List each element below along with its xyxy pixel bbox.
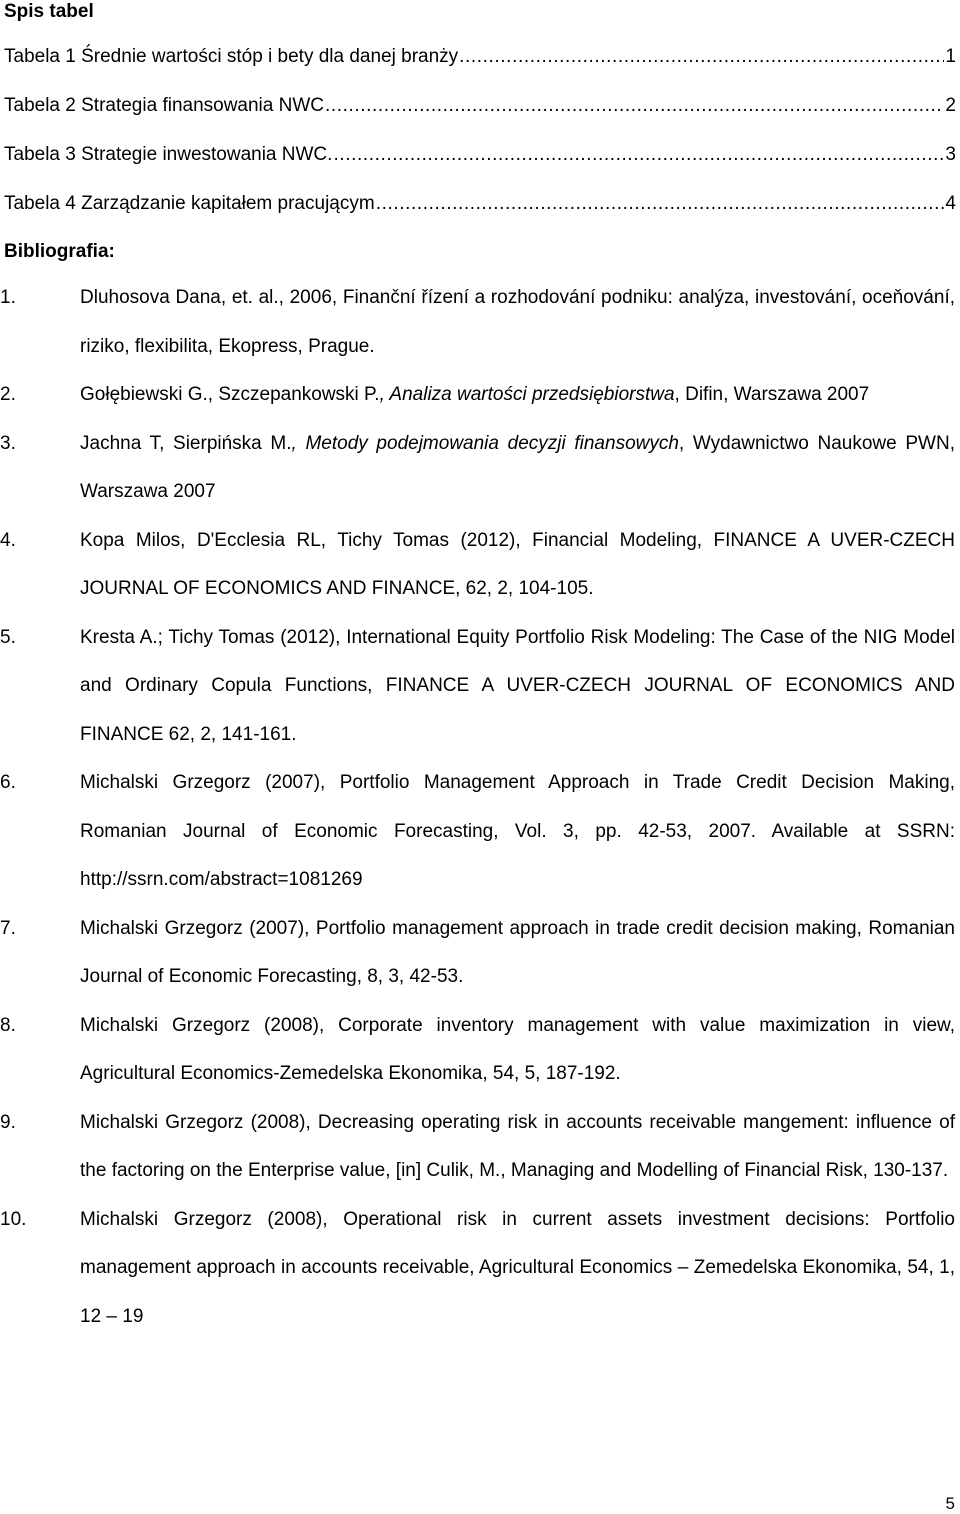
bibliography-item <box>0 1196 960 1342</box>
toc-entry-2[interactable] <box>4 94 956 118</box>
page-number: 5 <box>945 1494 955 1513</box>
bibliography-title: Bibliografia: <box>4 241 115 262</box>
bibliography-item-number: 10. <box>0 1208 27 1230</box>
toc-entry-label: Tabela 2 Strategia finansowania NWC <box>4 95 325 116</box>
bibliography-item-text: Michalski Grzegorz (2007), Portfolio Management Approach in Trade Credit Decision Making, Romanian Journal of Economic Forecasting, Vol. 3, pp. 42-53, 2007. Available at SSRN: http://ssrn.com/abstract=1081269 <box>80 772 955 890</box>
bibliography-item <box>0 905 960 1002</box>
bibliography-item <box>0 1099 960 1196</box>
bibliography-item-text: Michalski Grzegorz (2008), Corporate inventory management with value maximization in view, Agricultural Economics-Zemedelska Ekonomika, 54, 5, 187-192. <box>80 1014 955 1084</box>
toc-entry-3[interactable] <box>4 143 956 167</box>
bibliography-item <box>0 371 960 420</box>
bibliography-item-text: Michalski Grzegorz (2008), Operational risk in current assets investment decisions: Portfolio management approach in accounts receivable, Agricultural Economics – Zemedelska Ekonomika, 54, 1, 12 – 19 <box>80 1208 955 1327</box>
toc-leader-dots <box>325 94 944 118</box>
bibliography-item-text: Dluhosova Dana, et. al., 2006, Finanční řízení a rozhodování podniku: analýza, investování, oceňování, riziko, flexibilita, Ekopress, Prague. <box>80 287 955 357</box>
bibliography-item-title: , Analiza wartości przedsiębiorstwa <box>379 384 675 405</box>
bibliography-item-rest: , Difin, Warszawa 2007 <box>674 384 870 405</box>
toc-entry-page: 1 <box>945 46 956 67</box>
bibliography-item <box>0 1002 960 1099</box>
toc-entry-label: Tabela 4 Zarządzanie kapitałem pracującym <box>4 193 375 214</box>
bibliography-item <box>0 274 960 371</box>
toc-leader-dots <box>333 143 944 167</box>
bibliography-item <box>0 420 960 517</box>
toc-entry-page: 3 <box>945 144 956 165</box>
bibliography-list <box>0 274 960 1341</box>
bibliography-item-number: 2. <box>0 384 16 405</box>
toc-leader-dots <box>376 192 945 216</box>
toc-entry-page: 2 <box>945 95 956 116</box>
bibliography-item-number: 8. <box>0 1014 16 1036</box>
bibliography-item-number: 3. <box>0 432 16 454</box>
bibliography-item-number: 4. <box>0 529 16 551</box>
toc-entry-label: Tabela 3 Strategie inwestowania NWC. <box>4 144 333 165</box>
bibliography-item <box>0 614 960 760</box>
bibliography-item <box>0 759 960 905</box>
toc-leader-dots <box>459 45 944 69</box>
bibliography-item-number: 5. <box>0 626 16 648</box>
bibliography-item-text: Gołębiewski G., Szczepankowski P. <box>80 384 380 405</box>
bibliography-item <box>0 517 960 614</box>
toc-entry-1[interactable] <box>4 45 956 69</box>
toc-entry-label: Tabela 1 Średnie wartości stóp i bety dla danej branży <box>4 46 459 67</box>
bibliography-item-number: 9. <box>0 1111 16 1133</box>
bibliography-item-number: 7. <box>0 917 16 939</box>
bibliography-item-text: Michalski Grzegorz (2007), Portfolio management approach in trade credit decision making, Romanian Journal of Economic Forecasting, 8, 3, 42-53. <box>80 917 955 987</box>
bibliography-item-title: , Metody podejmowania decyzji finansowych <box>291 432 679 454</box>
bibliography-item-number: 1. <box>0 287 16 308</box>
bibliography-item-rest: , Wydawnictwo Naukowe PWN, Warszawa 2007 <box>80 432 955 502</box>
bibliography-item-text: Jachna T, Sierpińska M. <box>80 432 292 454</box>
toc-entry-page: 4 <box>945 193 956 214</box>
bibliography-item-text: Michalski Grzegorz (2008), Decreasing operating risk in accounts receivable mangement: influence of the factoring on the Enterprise value, [in] Culik, M., Managing and Modelling of Financial Risk, 130-137. <box>80 1111 955 1181</box>
bibliography-item-text: Kopa Milos, D'Ecclesia RL, Tichy Tomas (2012), Financial Modeling, FINANCE A UVER-CZECH JOURNAL OF ECONOMICS AND FINANCE, 62, 2, 104-105. <box>80 529 955 599</box>
toc-title: Spis tabel <box>4 1 94 22</box>
toc-entry-4[interactable] <box>4 192 956 216</box>
bibliography-item-number: 6. <box>0 772 16 793</box>
bibliography-item-text: Kresta A.; Tichy Tomas (2012), International Equity Portfolio Risk Modeling: The Case of the NIG Model and Ordinary Copula Functions, FINANCE A UVER-CZECH JOURNAL OF ECONOMICS AND FINANCE 62, 2, 141-161. <box>80 626 955 745</box>
